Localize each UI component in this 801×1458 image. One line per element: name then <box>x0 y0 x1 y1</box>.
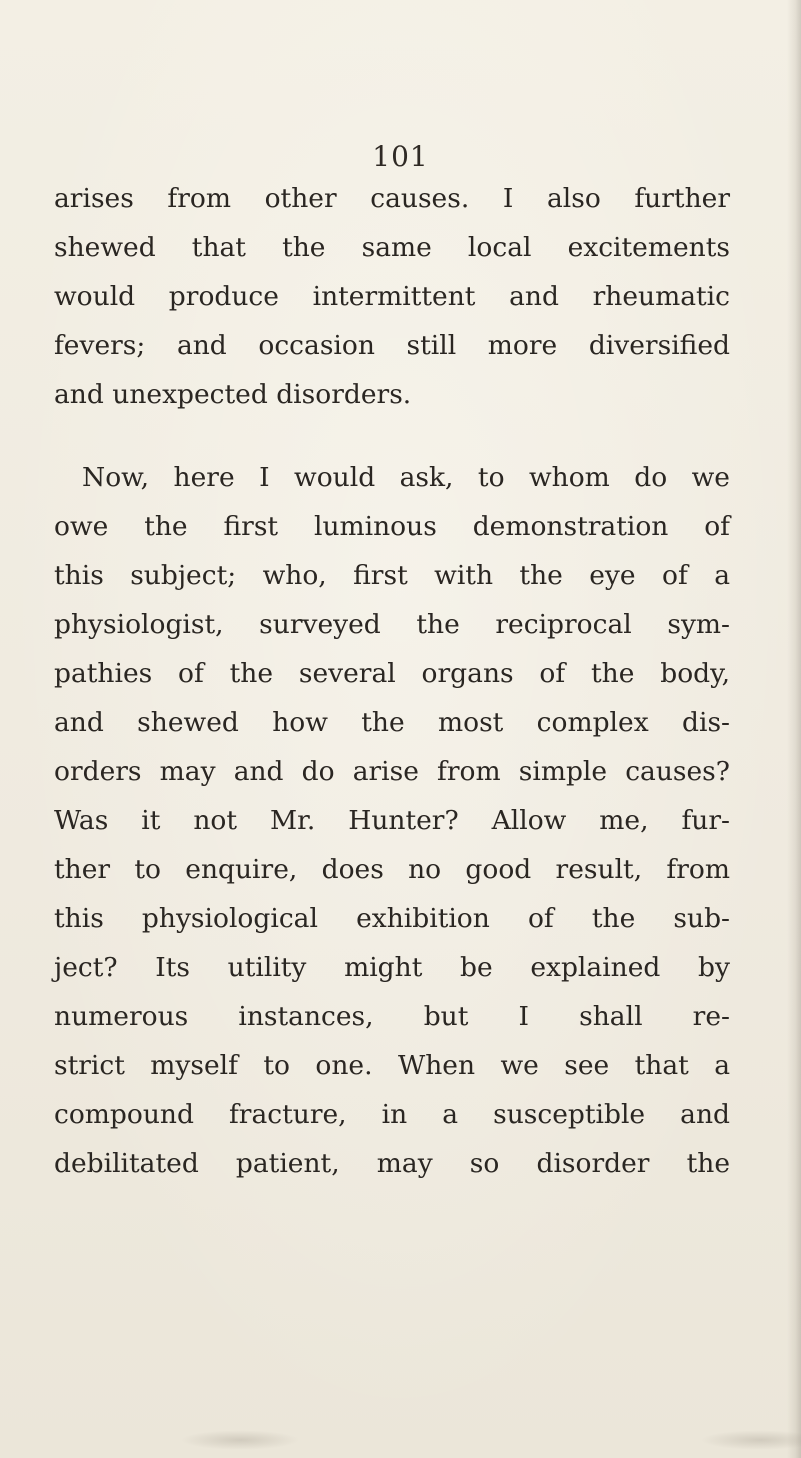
text-line: orders may and do arise from simple causes? <box>54 756 730 787</box>
text-line: fevers; and occasion still more diversified <box>54 330 730 361</box>
text-line: arises from other causes. I also further <box>54 183 730 214</box>
text-line: physiologist, surveyed the reciprocal sym- <box>54 609 730 640</box>
page-edge-shadow <box>787 0 801 1458</box>
paragraph-2 <box>54 453 730 1188</box>
text-line: this physiological exhibition of the sub- <box>54 903 730 934</box>
text-line: would produce intermittent and rheumatic <box>54 281 730 312</box>
text-line: numerous instances, but I shall re- <box>54 1001 730 1032</box>
text-line: and shewed how the most complex dis- <box>54 707 730 738</box>
page-number: 101 <box>372 140 429 173</box>
text-line: Was it not Mr. Hunter? Allow me, fur- <box>54 805 730 836</box>
text-line: pathies of the several organs of the body, <box>54 658 730 689</box>
text-line: ject? Its utility might be explained by <box>54 952 730 983</box>
text-line: debilitated patient, may so disorder the <box>54 1148 730 1179</box>
body-text <box>54 174 730 1188</box>
paper-smudge <box>700 1430 801 1450</box>
text-line: and unexpected disorders. <box>54 379 412 410</box>
text-line: shewed that the same local excitements <box>54 232 730 263</box>
paragraph-1 <box>54 174 730 419</box>
paper-smudge <box>180 1430 300 1450</box>
text-line: Now, here I would ask, to whom do we <box>82 462 730 493</box>
text-line: compound fracture, in a susceptible and <box>54 1099 730 1130</box>
text-line: ther to enquire, does no good result, from <box>54 854 730 885</box>
text-line: this subject; who, first with the eye of a <box>54 560 730 591</box>
text-line: owe the first luminous demonstration of <box>54 511 730 542</box>
text-line: strict myself to one. When we see that a <box>54 1050 730 1081</box>
paragraph-break <box>54 419 730 453</box>
